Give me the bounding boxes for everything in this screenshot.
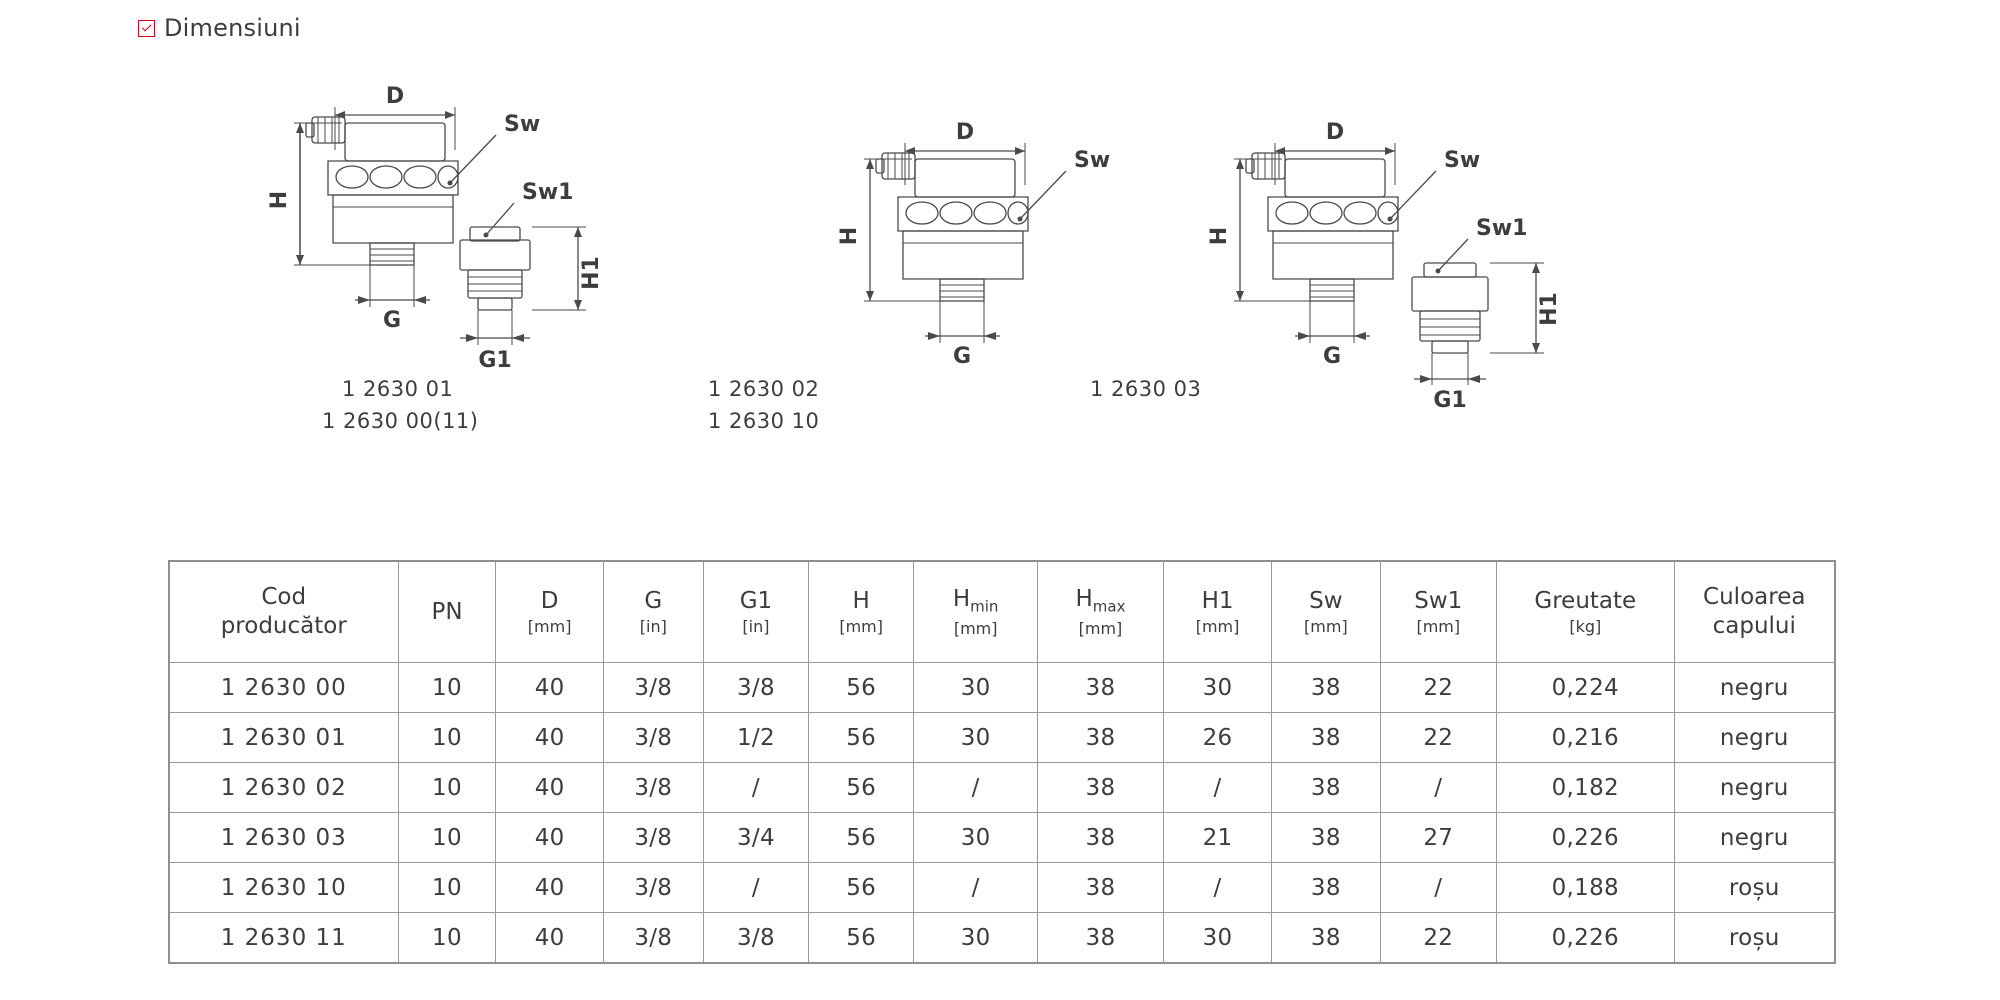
label-G1: G1 (1433, 388, 1467, 413)
cell-culoare: roșu (1674, 913, 1835, 964)
col-header-label: G (644, 587, 663, 614)
cell-g1: / (703, 763, 808, 813)
col-header-unit: [mm] (527, 617, 572, 637)
figure-3 (1090, 55, 1660, 475)
cell-pn: 10 (398, 813, 496, 863)
cell-hmax: 38 (1038, 763, 1164, 813)
cell-g1: 1/2 (703, 713, 808, 763)
label-D: D (955, 120, 975, 145)
cell-h: 56 (809, 763, 914, 813)
table-row (169, 913, 1835, 964)
cell-d: 40 (496, 663, 603, 713)
cell-hmin: 30 (914, 663, 1038, 713)
label-Sw1: Sw1 (522, 180, 574, 205)
cell-h: 56 (809, 663, 914, 713)
cell-hmax: 38 (1038, 863, 1164, 913)
col-header-unit: [in] (742, 617, 770, 637)
label-H1: H1 (1537, 292, 1562, 326)
checkbox-collapse-icon[interactable] (138, 20, 155, 37)
cell-sw: 38 (1272, 663, 1380, 713)
label-D: D (385, 84, 405, 109)
label-G1: G1 (478, 348, 512, 373)
cell-culoare: negru (1674, 763, 1835, 813)
label-D: D (1325, 120, 1345, 145)
table-row (169, 763, 1835, 813)
cell-h: 56 (809, 813, 914, 863)
col-header-d (496, 561, 603, 663)
cell-sw: 38 (1272, 713, 1380, 763)
col-header-unit: [mm] (1304, 617, 1348, 637)
cell-h1: 30 (1163, 663, 1271, 713)
cell-sw: 38 (1272, 913, 1380, 964)
cell-cod: 1 2630 03 (169, 813, 398, 863)
col-header-h (809, 561, 914, 663)
cell-g1: 3/8 (703, 913, 808, 964)
col-header-label: $H_{max}$ (1075, 586, 1126, 616)
col-header-unit: [kg] (1569, 617, 1602, 637)
col-header-label: PN (431, 598, 463, 625)
cell-d: 40 (496, 863, 603, 913)
cell-greutate: 0,188 (1497, 863, 1674, 913)
table-row (169, 713, 1835, 763)
cell-g1: 3/8 (703, 663, 808, 713)
col-header-g (603, 561, 703, 663)
page-title: Dimensiuni (164, 14, 301, 42)
col-header-label: H (852, 587, 870, 614)
cell-h: 56 (809, 913, 914, 964)
cell-hmin: 30 (914, 713, 1038, 763)
cell-hmin: / (914, 763, 1038, 813)
cell-h1: 30 (1163, 913, 1271, 964)
cell-hmin: 30 (914, 913, 1038, 964)
col-header-greutate (1497, 561, 1674, 663)
label-Sw1: Sw1 (1476, 216, 1528, 241)
col-header-g1 (703, 561, 808, 663)
cell-hmax: 38 (1038, 813, 1164, 863)
cell-greutate: 0,226 (1497, 813, 1674, 863)
label-H1: H1 (579, 256, 604, 290)
col-header-unit: [mm] (1078, 618, 1123, 638)
cell-g1: / (703, 863, 808, 913)
cell-g: 3/8 (603, 813, 703, 863)
col-header-hmin (914, 561, 1038, 663)
cell-d: 40 (496, 913, 603, 964)
cell-culoare: negru (1674, 713, 1835, 763)
col-header-label: Sw (1309, 587, 1343, 614)
cell-hmax: 38 (1038, 913, 1164, 964)
cell-h1: / (1163, 763, 1271, 813)
col-header-h1 (1163, 561, 1271, 663)
col-header-label: D (540, 587, 559, 614)
cell-d: 40 (496, 713, 603, 763)
label-G: G (382, 308, 402, 333)
col-header-line2: producător (220, 613, 347, 639)
specifications-table-wrap (168, 560, 1836, 964)
table-header-row (169, 561, 1835, 663)
cell-sw: 38 (1272, 763, 1380, 813)
drawings-area (0, 55, 2000, 555)
cell-cod: 1 2630 02 (169, 763, 398, 813)
cell-sw1: 22 (1380, 663, 1497, 713)
cell-greutate: 0,226 (1497, 913, 1674, 964)
label-H: H (267, 190, 292, 210)
figure-2 (708, 55, 1160, 475)
col-header-line1: Cod (261, 584, 307, 611)
cell-d: 40 (496, 813, 603, 863)
cell-hmax: 38 (1038, 663, 1164, 713)
cell-cod: 1 2630 01 (169, 713, 398, 763)
cell-sw: 38 (1272, 813, 1380, 863)
label-G: G (1322, 344, 1342, 369)
label-H: H (1207, 226, 1232, 246)
cell-h1: / (1163, 863, 1271, 913)
label-Sw: Sw (1074, 148, 1111, 173)
table-row (169, 663, 1835, 713)
col-header-cod-producator (169, 561, 398, 663)
col-header-label: Sw1 (1414, 587, 1463, 614)
cell-sw1: 22 (1380, 913, 1497, 964)
col-header-line1: Culoarea (1703, 584, 1806, 611)
col-header-unit: [mm] (953, 618, 998, 638)
col-header-label: $H_{min}$ (952, 586, 999, 616)
cell-pn: 10 (398, 713, 496, 763)
cell-sw1: / (1380, 863, 1497, 913)
label-Sw: Sw (1444, 148, 1481, 173)
cell-pn: 10 (398, 763, 496, 813)
cell-g: 3/8 (603, 913, 703, 964)
cell-sw1: 22 (1380, 713, 1497, 763)
table-body (169, 663, 1835, 964)
cell-sw: 38 (1272, 863, 1380, 913)
figure-1-caption-2: 1 2630 00(11) (322, 409, 479, 433)
col-header-unit: [mm] (1416, 617, 1461, 637)
cell-g: 3/8 (603, 763, 703, 813)
cell-greutate: 0,224 (1497, 663, 1674, 713)
figure-1-caption-1: 1 2630 01 (342, 377, 454, 401)
cell-cod: 1 2630 10 (169, 863, 398, 913)
cell-hmax: 38 (1038, 713, 1164, 763)
col-header-sw (1272, 561, 1380, 663)
figure-2-drawing (800, 55, 1160, 475)
figure-2-caption-1: 1 2630 02 (708, 377, 820, 401)
col-header-hmax (1038, 561, 1164, 663)
cell-h1: 26 (1163, 713, 1271, 763)
col-header-pn (398, 561, 496, 663)
cell-greutate: 0,182 (1497, 763, 1674, 813)
figure-2-caption-2: 1 2630 10 (708, 409, 820, 433)
cell-g: 3/8 (603, 713, 703, 763)
cell-pn: 10 (398, 863, 496, 913)
col-header-sw1 (1380, 561, 1497, 663)
col-header-unit: [mm] (1195, 617, 1240, 637)
cell-culoare: roșu (1674, 863, 1835, 913)
label-G: G (952, 344, 972, 369)
cell-h1: 21 (1163, 813, 1271, 863)
table-row (169, 863, 1835, 913)
cell-g: 3/8 (603, 863, 703, 913)
col-header-label: G1 (739, 587, 773, 614)
cell-hmin: / (914, 863, 1038, 913)
col-header-unit: [mm] (839, 617, 883, 637)
cell-pn: 10 (398, 913, 496, 964)
section-header[interactable] (138, 14, 301, 42)
cell-cod: 1 2630 00 (169, 663, 398, 713)
cell-d: 40 (496, 763, 603, 813)
col-header-label: Greutate (1534, 587, 1637, 614)
cell-sw1: 27 (1380, 813, 1497, 863)
table-row (169, 813, 1835, 863)
cell-h: 56 (809, 713, 914, 763)
label-Sw: Sw (504, 112, 541, 137)
label-H: H (837, 226, 862, 246)
cell-g: 3/8 (603, 663, 703, 713)
cell-culoare: negru (1674, 813, 1835, 863)
cell-g1: 3/4 (703, 813, 808, 863)
cell-h: 56 (809, 863, 914, 913)
cell-cod: 1 2630 11 (169, 913, 398, 964)
specifications-table (168, 560, 1836, 964)
figure-3-caption-1: 1 2630 03 (1090, 377, 1202, 401)
col-header-label: H1 (1201, 587, 1234, 614)
col-header-line2: capului (1712, 613, 1796, 639)
col-header-culoarea-capului (1674, 561, 1835, 663)
cell-greutate: 0,216 (1497, 713, 1674, 763)
figure-3-drawing (1207, 55, 1660, 475)
cell-culoare: negru (1674, 663, 1835, 713)
cell-hmin: 30 (914, 813, 1038, 863)
cell-pn: 10 (398, 663, 496, 713)
cell-sw1: / (1380, 763, 1497, 813)
col-header-unit: [in] (639, 617, 667, 637)
